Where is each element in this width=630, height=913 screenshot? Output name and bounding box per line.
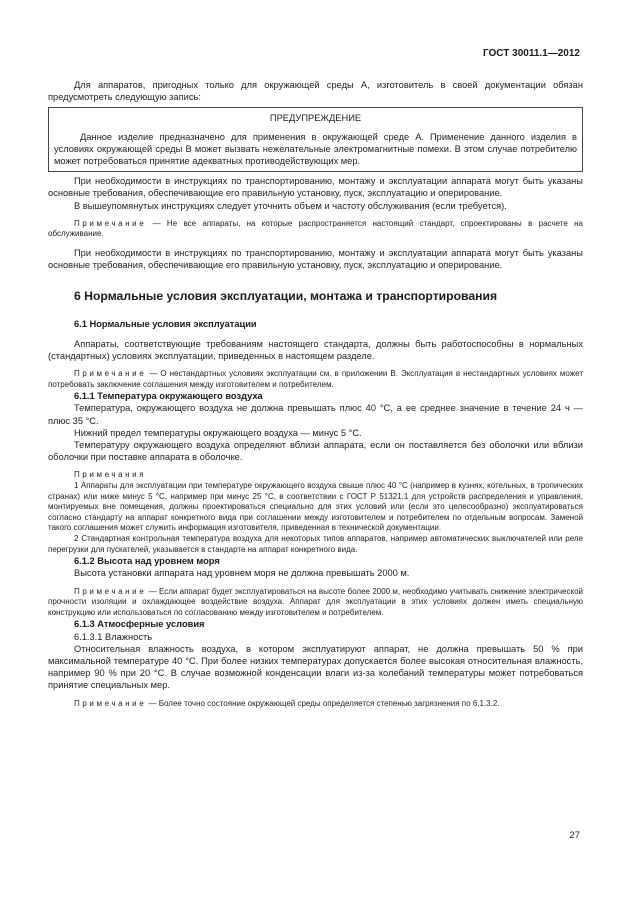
- document-id: ГОСТ 30011.1—2012: [482, 48, 580, 59]
- warning-text: Данное изделие предназначено для применения в окружающей среде А. Применение данного изделия в условиях окружающей среды В может вызвать нежелательные электромагнитные помехи. В этом случае потребителю может потребоваться принятие адекватных противодействующих мер.: [54, 131, 577, 167]
- note-maintenance: [48, 219, 583, 240]
- note-6-1-1-2: 2 Стандартная контрольная температура воздуха для некоторых типов аппаратов, например автоматических выключателей или реле перегрузки для пускателей, указывается в стандарте на аппарат конкретного вида.: [48, 534, 583, 554]
- warning-box: [48, 107, 583, 172]
- section-6-1-3-heading: 6.1.3 Атмосферные условия: [74, 619, 205, 630]
- paragraph-6-1-1-a: Температура, окружающего воздуха не должна превышать плюс 40 °С, а ее среднее значение в течение 24 ч — плюс 35 °С.: [48, 403, 583, 426]
- paragraph-6-1: Аппараты, соответствующие требованиям настоящего стандарта, должны быть работоспособны в нормальных (стандартных) условиях эксплуатации, приведенных в настоящем разделе.: [48, 338, 583, 361]
- paragraph-6-1-1-c: Температуру окружающего воздуха определяют вблизи аппарата, если он поставляется без оболочки или вблизи оболочки при поставке аппарата в оболочке.: [48, 440, 583, 463]
- note-text: — О нестандартных условиях эксплуатации см. в приложении В. Эксплуатация в нестандартных условиях может потребовать заключение соглашения между изготовителем и потребителем.: [48, 369, 583, 389]
- note-text: — Не все аппараты, на которые распространяется настоящий стандарт, спроектированы в расчете на обслуживание.: [48, 218, 583, 239]
- paragraph-instructions-repeat: При необходимости в инструкциях по транспортированию, монтажу и эксплуатации аппарата могут быть указаны основные требования, обеспечивающие его правильную установку, пуск, эксплуатацию и оперирование.: [48, 248, 583, 271]
- warning-title: ПРЕДУПРЕЖДЕНИЕ: [269, 113, 362, 124]
- note-6-1-3-1: [48, 699, 583, 710]
- note-label: Примечание: [74, 698, 147, 708]
- note-label: Примечание: [74, 369, 147, 379]
- paragraph-6-1-2: Высота установки аппарата над уровнем моря не должна превышать 2000 м.: [74, 568, 410, 579]
- note-6-1-2: [48, 587, 583, 619]
- page-number: 27: [569, 830, 580, 841]
- paragraph-6-1-1-b: Нижний предел температуры окружающего воздуха — минус 5 °С.: [74, 427, 362, 438]
- notes-label: Примечания: [74, 470, 147, 480]
- note-6-1: [48, 369, 583, 390]
- note-6-1-1-1: 1 Аппараты для эксплуатации при температуре окружающего воздуха свыше плюс 40 °С (например в кузнях, котельных, в тропических странах) или ниже минус 5 °С, например при минус 25 °С, в соответствии с ГОСТ Р 51321.1 для устройств распределения и управления, монтируемых вне помещения, должны проектироваться специально для этих условий или (если это целесообразно) эксплуатироваться согласно стандарту на аппарат конкретного вида при соглашении между изготовителем и потребителем по отдельным вопросам. Заменой такого соглашения может служить информация изготовителя, приведенная в технической документации.: [48, 481, 583, 533]
- paragraph-instructions: При необходимости в инструкциях по транспортированию, монтажу и эксплуатации аппарата могут быть указаны основные требования, обеспечивающие его правильную установку, пуск, эксплуатацию и оперирование.: [48, 176, 583, 199]
- section-6-1-2-heading: 6.1.2 Высота над уровнем моря: [74, 556, 220, 567]
- section-6-heading: 6 Нормальные условия эксплуатации, монтажа и транспортирования: [74, 289, 498, 304]
- note-label: Примечание: [74, 586, 147, 596]
- section-6-1-3-1-heading: 6.1.3.1 Влажность: [74, 631, 153, 642]
- note-text: — Более точно состояние окружающей среды определяется степенью загрязнения по 6.1.3.2.: [146, 698, 500, 708]
- note-label: Примечание: [74, 218, 147, 228]
- paragraph-maintenance: В вышеупомянутых инструкциях следует уточнить объем и частоту обслуживания (если требуется).: [74, 200, 507, 211]
- paragraph-intro: Для аппаратов, пригодных только для окружающей среды А, изготовитель в своей документации обязан предусмотреть следующую запись:: [48, 80, 583, 103]
- paragraph-6-1-3-1: Относительная влажность воздуха, в котором эксплуатируют аппарат, не должна превышать 50 % при максимальной температуре 40 °С. При более низких температурах допускается более высокая относительная влажность, например 90 % при 20 °С. В случае возможной конденсации влаги из-за колебаний температуры может потребоваться принятие специальных мер.: [48, 643, 583, 691]
- note-text: — Если аппарат будет эксплуатироваться на высоте более 2000 м, необходимо учитывать снижение электрической прочности изоляции и охлаждающее воздействие воздуха. Аппарат для эксплуатации в этих условиях должен иметь специальную конструкцию или использоваться по согласованию между изготовителем и потребителем.: [48, 586, 583, 617]
- document-body: [48, 79, 583, 709]
- section-6-1-heading: 6.1 Нормальные условия эксплуатации: [74, 319, 257, 330]
- section-6-1-1-heading: 6.1.1 Температура окружающего воздуха: [74, 391, 263, 402]
